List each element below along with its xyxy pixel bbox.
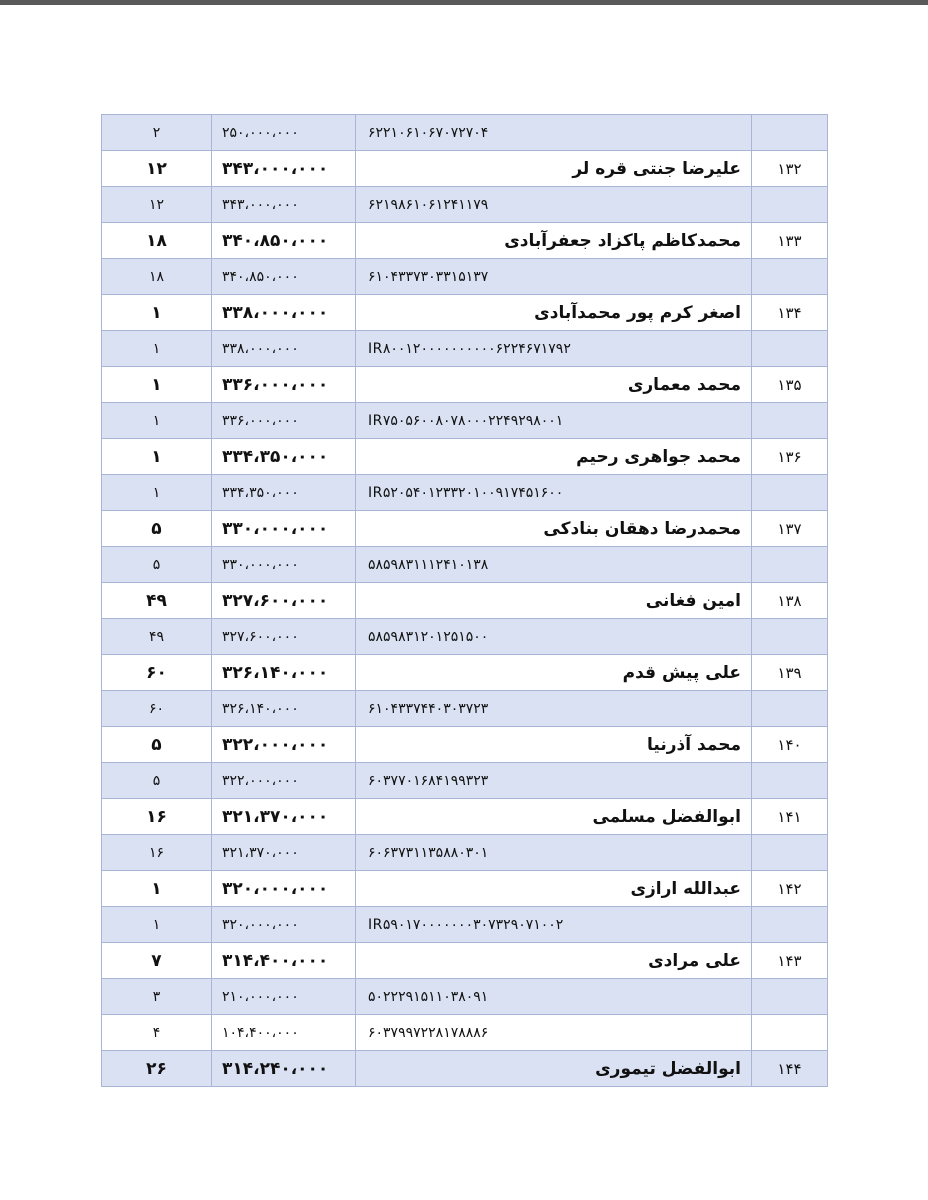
name-cell: محمدکاظم پاکزاد جعفرآبادی [356,223,752,259]
row-number-cell [752,979,828,1015]
name-cell: محمد آذرنیا [356,727,752,763]
row-number-cell [752,835,828,871]
account-cell: ۶۲۱۹۸۶۱۰۶۱۲۴۱۱۷۹ [356,187,752,223]
row-number-cell: ۱۴۴ [752,1051,828,1087]
amount-cell: ۳۲۰،۰۰۰،۰۰۰ [212,871,356,907]
row-number-cell: ۱۳۶ [752,439,828,475]
row-number-cell: ۱۳۸ [752,583,828,619]
row-number-cell [752,1015,828,1051]
name-cell: محمد معماری [356,367,752,403]
count-cell: ۲۶ [102,1051,212,1087]
row-number-cell [752,259,828,295]
row-number-cell [752,547,828,583]
count-cell: ۱۲ [102,187,212,223]
amount-cell: ۳۳۰،۰۰۰،۰۰۰ [212,511,356,547]
person-row [102,295,828,331]
amount-cell: ۳۱۴،۲۴۰،۰۰۰ [212,1051,356,1087]
amount-cell: ۳۱۴،۴۰۰،۰۰۰ [212,943,356,979]
amount-cell: ۳۳۴،۳۵۰،۰۰۰ [212,475,356,511]
name-cell: علی مرادی [356,943,752,979]
amount-cell: ۳۲۷،۶۰۰،۰۰۰ [212,619,356,655]
amount-cell: ۳۳۶،۰۰۰،۰۰۰ [212,367,356,403]
payments-table [101,114,828,1087]
account-row [102,475,828,511]
account-row [102,1015,828,1051]
amount-cell: ۳۴۰،۸۵۰،۰۰۰ [212,223,356,259]
account-cell: ۵۰۲۲۲۹۱۵۱۱۰۳۸۰۹۱ [356,979,752,1015]
account-cell: ۶۰۳۷۹۹۷۲۲۸۱۷۸۸۸۶ [356,1015,752,1051]
row-number-cell: ۱۳۲ [752,151,828,187]
count-cell: ۲ [102,115,212,151]
person-row [102,655,828,691]
name-cell: ابوالفضل مسلمی [356,799,752,835]
amount-cell: ۳۳۸،۰۰۰،۰۰۰ [212,331,356,367]
name-cell: عبدالله ارازی [356,871,752,907]
name-cell: علی پیش قدم [356,655,752,691]
row-number-cell: ۱۴۲ [752,871,828,907]
count-cell: ۴۹ [102,619,212,655]
count-cell: ۱ [102,475,212,511]
count-cell: ۴ [102,1015,212,1051]
count-cell: ۵ [102,727,212,763]
name-cell: محمدرضا دهقان بنادکی [356,511,752,547]
count-cell: ۶۰ [102,691,212,727]
account-row [102,979,828,1015]
account-cell: ۶۲۲۱۰۶۱۰۶۷۰۷۲۷۰۴ [356,115,752,151]
row-number-cell [752,403,828,439]
row-number-cell [752,907,828,943]
row-number-cell [752,187,828,223]
top-edge-bar [0,0,928,5]
count-cell: ۴۹ [102,583,212,619]
row-number-cell [752,691,828,727]
person-row [102,943,828,979]
account-cell: IR۵۹۰۱۷۰۰۰۰۰۰۰۳۰۷۳۲۹۰۷۱۰۰۲ [356,907,752,943]
amount-cell: ۳۴۳،۰۰۰،۰۰۰ [212,151,356,187]
row-number-cell: ۱۴۳ [752,943,828,979]
person-row [102,151,828,187]
person-row [102,799,828,835]
account-row [102,331,828,367]
row-number-cell: ۱۳۵ [752,367,828,403]
account-row [102,187,828,223]
amount-cell: ۳۳۸،۰۰۰،۰۰۰ [212,295,356,331]
count-cell: ۷ [102,943,212,979]
amount-cell: ۱۰۴،۴۰۰،۰۰۰ [212,1015,356,1051]
name-cell: ابوالفضل تیموری [356,1051,752,1087]
row-number-cell [752,763,828,799]
account-row [102,403,828,439]
amount-cell: ۳۴۳،۰۰۰،۰۰۰ [212,187,356,223]
count-cell: ۵ [102,763,212,799]
amount-cell: ۳۳۰،۰۰۰،۰۰۰ [212,547,356,583]
count-cell: ۱۸ [102,259,212,295]
count-cell: ۳ [102,979,212,1015]
count-cell: ۱ [102,403,212,439]
name-cell: امین فغانی [356,583,752,619]
row-number-cell: ۱۳۹ [752,655,828,691]
row-number-cell [752,475,828,511]
account-row [102,691,828,727]
amount-cell: ۳۳۴،۳۵۰،۰۰۰ [212,439,356,475]
amount-cell: ۳۲۲،۰۰۰،۰۰۰ [212,763,356,799]
row-number-cell: ۱۳۴ [752,295,828,331]
row-number-cell [752,115,828,151]
amount-cell: ۳۲۱،۳۷۰،۰۰۰ [212,835,356,871]
name-cell: محمد جواهری رحیم [356,439,752,475]
count-cell: ۱ [102,295,212,331]
account-row [102,835,828,871]
account-cell: ۵۸۵۹۸۳۱۱۱۲۴۱۰۱۳۸ [356,547,752,583]
count-cell: ۱۶ [102,799,212,835]
name-cell: اصغر کرم پور محمدآبادی [356,295,752,331]
count-cell: ۱ [102,907,212,943]
person-row [102,367,828,403]
person-row [102,583,828,619]
count-cell: ۵ [102,547,212,583]
row-number-cell: ۱۴۱ [752,799,828,835]
row-number-cell [752,331,828,367]
row-number-cell [752,619,828,655]
payments-table-body [102,115,828,1087]
amount-cell: ۳۲۷،۶۰۰،۰۰۰ [212,583,356,619]
person-row [102,223,828,259]
row-number-cell: ۱۴۰ [752,727,828,763]
person-row [102,727,828,763]
account-cell: ۶۱۰۴۳۳۷۴۴۰۳۰۳۷۲۳ [356,691,752,727]
amount-cell: ۳۴۰،۸۵۰،۰۰۰ [212,259,356,295]
amount-cell: ۲۱۰،۰۰۰،۰۰۰ [212,979,356,1015]
name-cell: علیرضا جنتی قره لر [356,151,752,187]
account-row [102,619,828,655]
row-number-cell: ۱۳۷ [752,511,828,547]
account-cell: ۶۱۰۴۳۳۷۳۰۳۳۱۵۱۳۷ [356,259,752,295]
account-cell: ۵۸۵۹۸۳۱۲۰۱۲۵۱۵۰۰ [356,619,752,655]
account-cell: ۶۰۶۳۷۳۱۱۳۵۸۸۰۳۰۱ [356,835,752,871]
person-row [102,871,828,907]
amount-cell: ۳۲۲،۰۰۰،۰۰۰ [212,727,356,763]
count-cell: ۱۶ [102,835,212,871]
account-row [102,547,828,583]
row-number-cell: ۱۳۳ [752,223,828,259]
account-row [102,907,828,943]
count-cell: ۵ [102,511,212,547]
account-row [102,763,828,799]
amount-cell: ۳۳۶،۰۰۰،۰۰۰ [212,403,356,439]
count-cell: ۱ [102,439,212,475]
account-cell: ۶۰۳۷۷۰۱۶۸۴۱۹۹۳۲۳ [356,763,752,799]
amount-cell: ۳۲۶،۱۴۰،۰۰۰ [212,655,356,691]
account-cell: IR۵۲۰۵۴۰۱۲۳۳۲۰۱۰۰۹۱۷۴۵۱۶۰۰ [356,475,752,511]
amount-cell: ۳۲۶،۱۴۰،۰۰۰ [212,691,356,727]
count-cell: ۱ [102,871,212,907]
amount-cell: ۳۲۱،۳۷۰،۰۰۰ [212,799,356,835]
account-cell: IR۸۰۰۱۲۰۰۰۰۰۰۰۰۰۰۶۲۲۴۶۷۱۷۹۲ [356,331,752,367]
person-row [102,1051,828,1087]
account-row [102,115,828,151]
count-cell: ۱۸ [102,223,212,259]
person-row [102,439,828,475]
amount-cell: ۲۵۰،۰۰۰،۰۰۰ [212,115,356,151]
count-cell: ۶۰ [102,655,212,691]
account-cell: IR۷۵۰۵۶۰۰۸۰۷۸۰۰۰۲۲۴۹۲۹۸۰۰۱ [356,403,752,439]
count-cell: ۱ [102,367,212,403]
count-cell: ۱ [102,331,212,367]
person-row [102,511,828,547]
account-row [102,259,828,295]
count-cell: ۱۲ [102,151,212,187]
amount-cell: ۳۲۰،۰۰۰،۰۰۰ [212,907,356,943]
